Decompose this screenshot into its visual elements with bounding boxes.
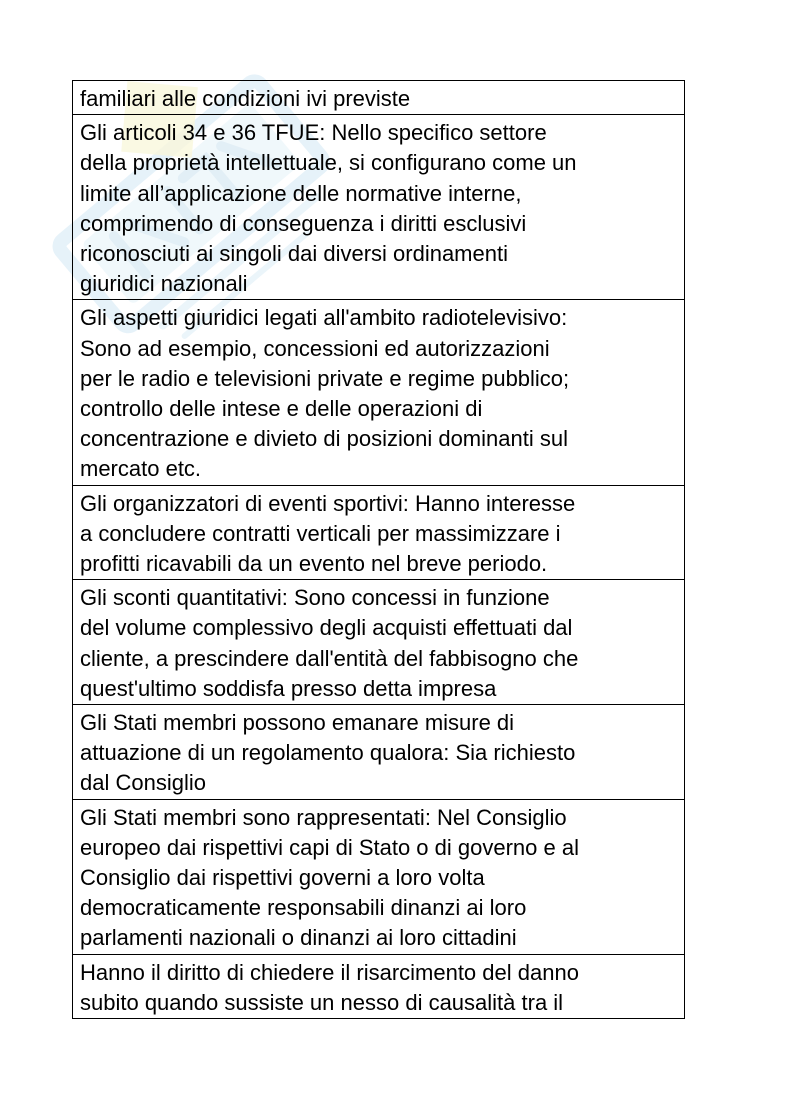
- table-row: [73, 115, 685, 300]
- table-row: [73, 705, 685, 800]
- table-cell: Gli articoli 34 e 36 TFUE: Nello specifico settore della proprietà intellettuale, si configurano come un limite all’applicazione delle normative interne, comprimendo di conseguenza i diritti esclusivi riconosciuti ai singoli dai diversi ordinamenti giuridici nazionali: [73, 115, 685, 300]
- table-row: [73, 799, 685, 954]
- table-cell: Hanno il diritto di chiedere il risarcimento del danno subito quando sussiste un nesso di causalità tra il: [73, 954, 685, 1018]
- table-row: [73, 954, 685, 1018]
- table-cell: familiari alle condizioni ivi previste: [73, 81, 685, 115]
- table-cell: Gli Stati membri sono rappresentati: Nel Consiglio europeo dai rispettivi capi di Stato o di governo e al Consiglio dai rispettivi governi a loro volta democraticamente responsabili dinanzi ai loro parlamenti nazionali o dinanzi ai loro cittadini: [73, 799, 685, 954]
- table-row: [73, 300, 685, 485]
- table-cell: Gli organizzatori di eventi sportivi: Hanno interesse a concludere contratti verticali per massimizzare i profitti ricavabili da un evento nel breve periodo.: [73, 485, 685, 580]
- table-cell: Gli sconti quantitativi: Sono concessi in funzione del volume complessivo degli acquisti effettuati dal cliente, a prescindere dall'entità del fabbisogno che quest'ultimo soddisfa presso detta impresa: [73, 580, 685, 705]
- entries-table: [72, 80, 685, 1019]
- table-cell: Gli aspetti giuridici legati all'ambito radiotelevisivo: Sono ad esempio, concessioni ed autorizzazioni per le radio e televisioni private e regime pubblico; controllo delle intese e delle operazioni di concentrazione e divieto di posizioni dominanti sul mercato etc.: [73, 300, 685, 485]
- table-row: [73, 580, 685, 705]
- table-row: [73, 81, 685, 115]
- table-row: [73, 485, 685, 580]
- table-cell: Gli Stati membri possono emanare misure di attuazione di un regolamento qualora: Sia richiesto dal Consiglio: [73, 705, 685, 800]
